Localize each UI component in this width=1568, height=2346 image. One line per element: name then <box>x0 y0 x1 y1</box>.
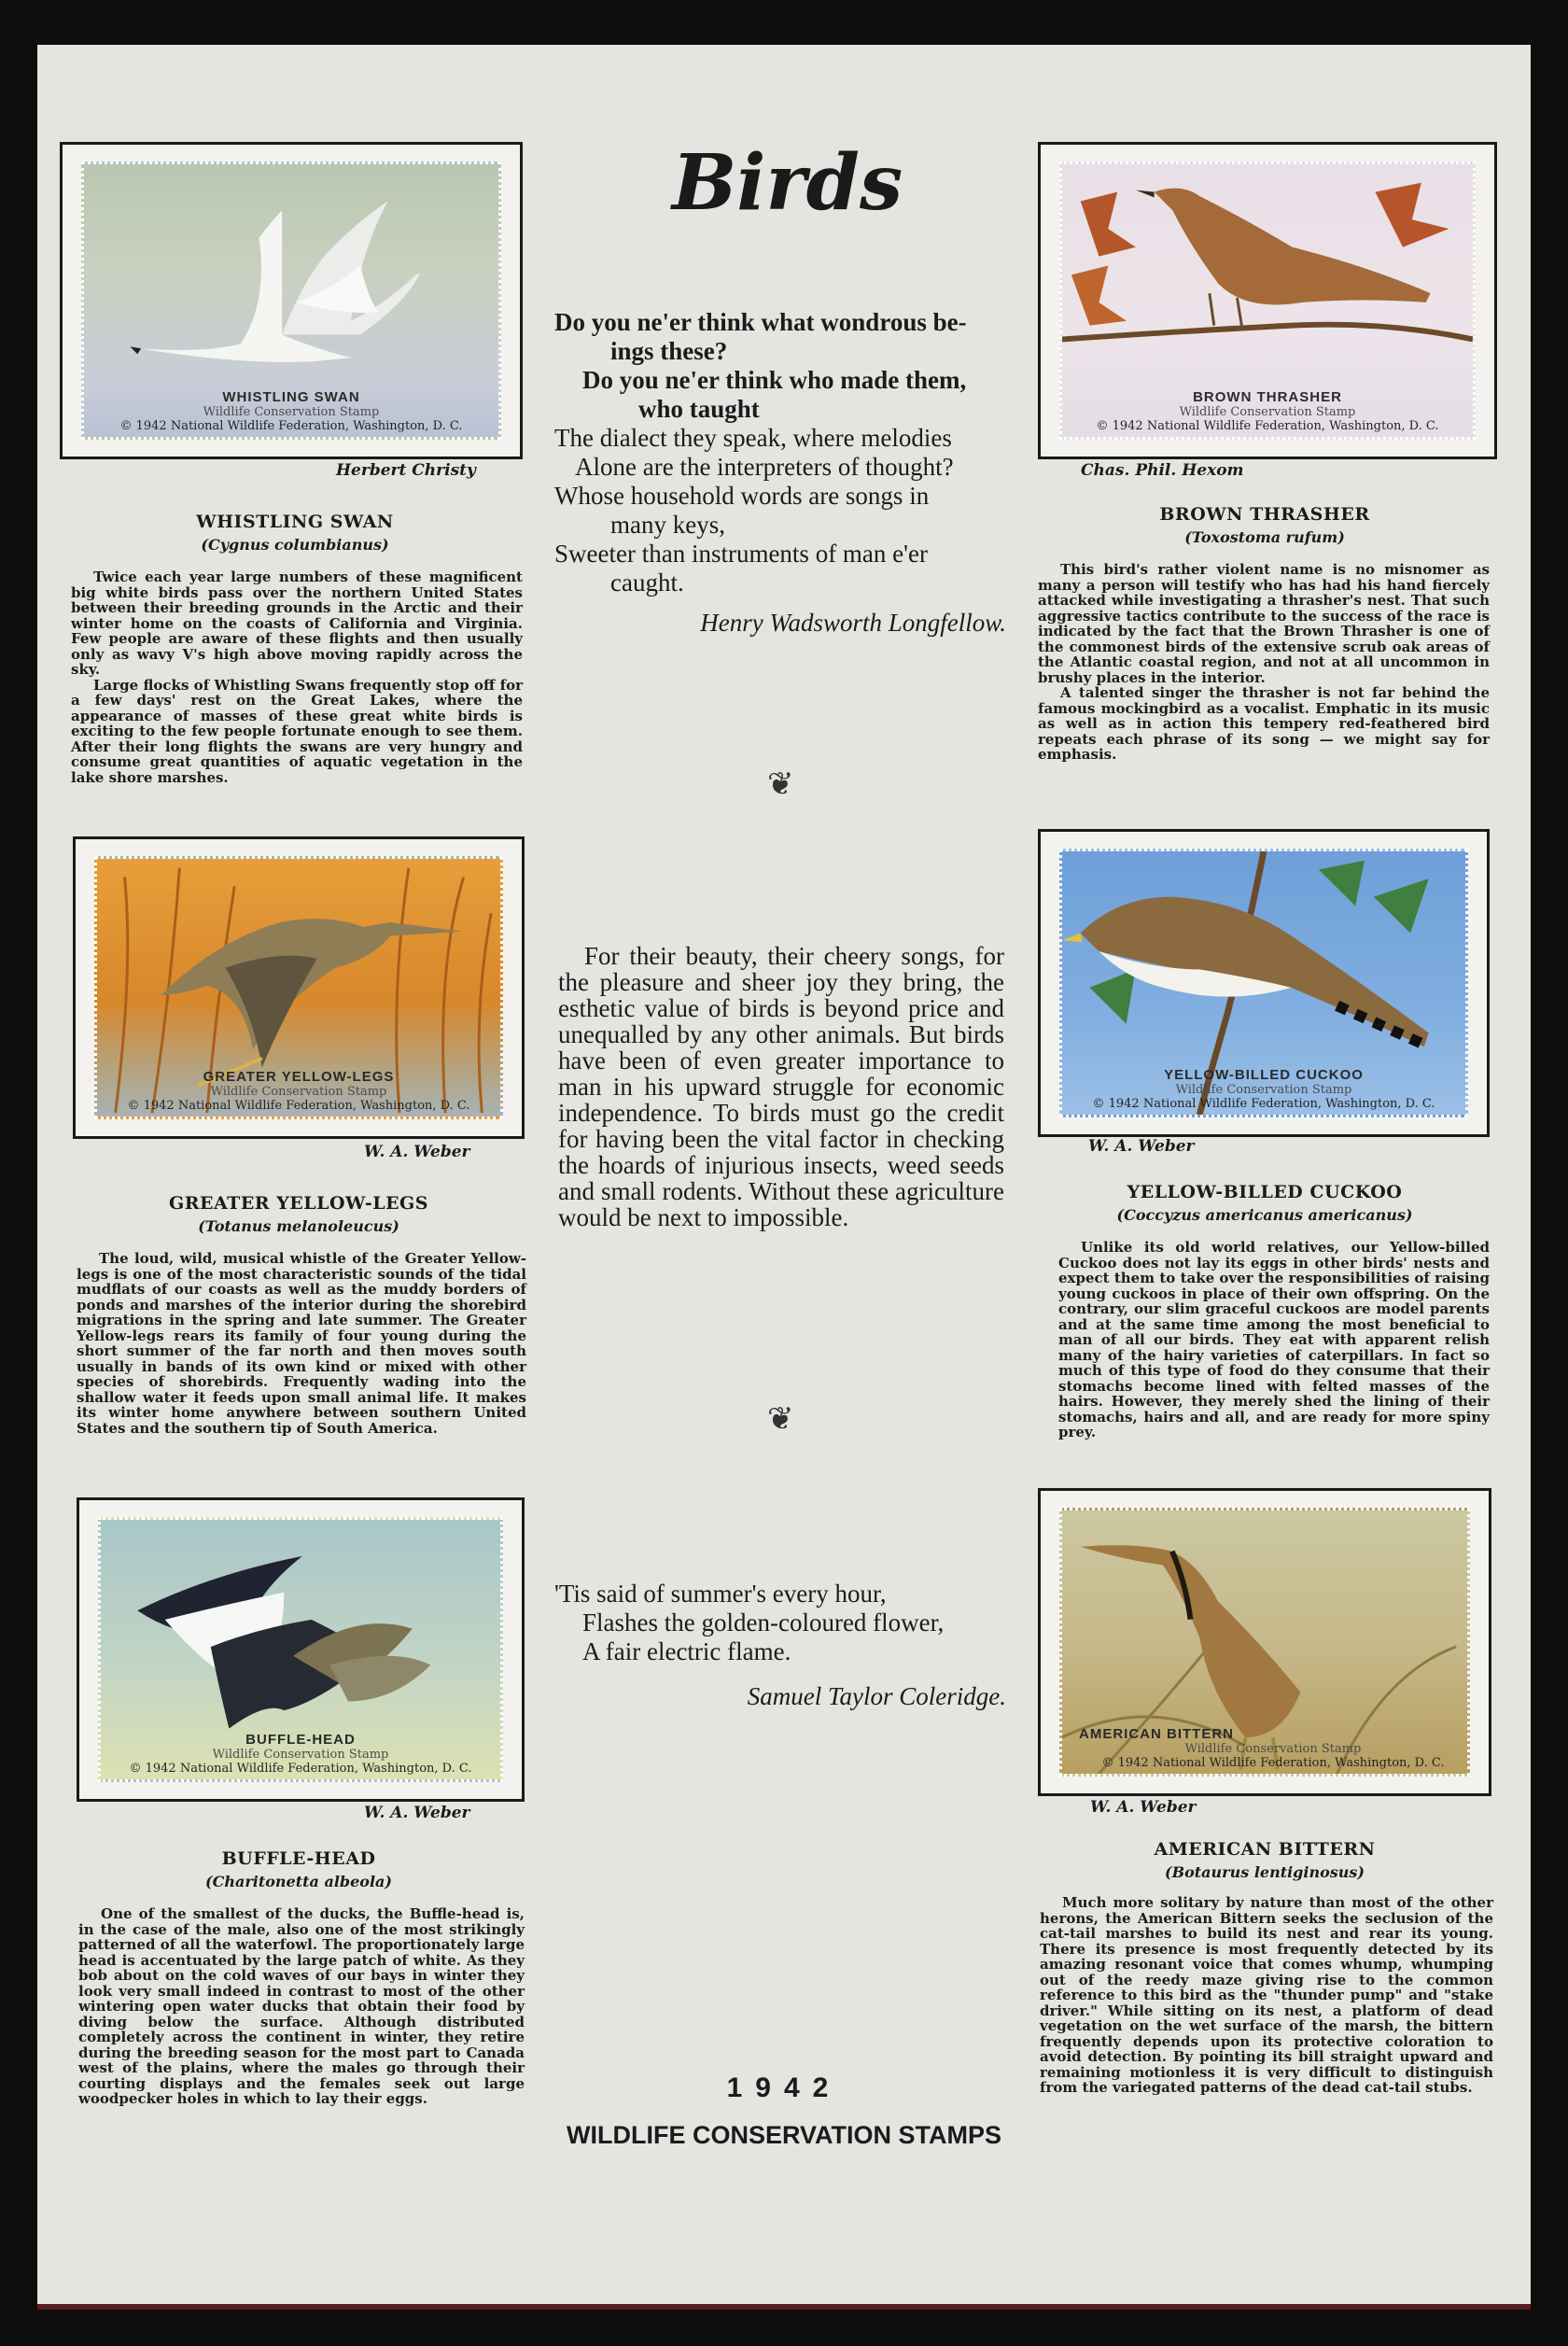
stamp-copyright: © 1942 National Wildlife Federation, Washington, D. C. <box>1101 1756 1445 1770</box>
stamp-copyright: © 1942 National Wildlife Federation, Washington, D. C. <box>1092 1097 1435 1111</box>
bird-latin-name: (Totanus melanoleucus) <box>198 1217 399 1235</box>
stamp-image <box>1059 162 1476 440</box>
page-title: Birds <box>672 138 903 228</box>
stamp-whistling-swan <box>60 142 523 459</box>
poem-author: Samuel Taylor Coleridge. <box>747 1682 1006 1710</box>
bird-latin-name: (Charitonetta albeola) <box>205 1873 392 1890</box>
stamp-yellow-billed-cuckoo <box>1038 829 1490 1137</box>
stamp-subtitle: Wildlife Conservation Stamp <box>1184 1742 1362 1756</box>
ornament-icon: ❦ <box>767 766 794 803</box>
stamp-title: AMERICAN BITTERN <box>1079 1726 1234 1742</box>
stamp-copyright: © 1942 National Wildlife Federation, Washington, D. C. <box>1096 419 1439 433</box>
artist-credit: W. A. Weber <box>1090 1798 1197 1817</box>
artist-credit: W. A. Weber <box>364 1804 470 1822</box>
bird-latin-name: (Toxostoma rufum) <box>1184 528 1345 546</box>
stamp-title: BROWN THRASHER <box>1193 389 1342 405</box>
bird-name: BROWN THRASHER <box>1159 504 1370 525</box>
footer-title: WILDLIFE CONSERVATION STAMPS <box>566 2121 1001 2149</box>
artist-credit: W. A. Weber <box>364 1143 470 1161</box>
poem-line: A fair electric flame. <box>582 1637 791 1665</box>
poem-line: Do you ne'er think who made them, <box>582 366 967 394</box>
poem-longfellow <box>554 308 967 597</box>
poem-line: many keys, <box>610 511 725 539</box>
paragraph: Large flocks of Whistling Swans frequently stop off for a few days' rest on the Great Lakes, where the appearance of masses of these great white birds is exciting to the few people fortunate enough to see them. After their long flights the swans are very hungry and consume great quantities of aquatic vegetation in the lake shore marshes. <box>71 676 523 786</box>
stamp-subtitle: Wildlife Conservation Stamp <box>203 405 380 419</box>
stamp-buffle-head <box>77 1497 525 1802</box>
paragraph: This bird's rather violent name is no misnomer as many a person will testify who has had his hand fiercely attacked while investigating a thrasher's nest. That such aggressive tactics contribute to the success of the race is indicated by the fact that the Brown Thrasher is one of the commonest birds of the extensive scrub oak areas of the Atlantic coastal region, and not at all uncommon in brushy places in the interior. <box>1038 561 1490 686</box>
poem-line: 'Tis said of summer's every hour, <box>554 1580 887 1608</box>
paragraph: A talented singer the thrasher is not far behind the famous mockingbird as a vocalist. Emphatic in its music as well as in action this tempery red-feathered bird repeats each phrase of its song — we might say for emphasis. <box>1038 684 1490 763</box>
poem-line: Flashes the golden-coloured flower, <box>582 1608 945 1637</box>
ornament-icon: ❦ <box>767 1400 794 1438</box>
poem-coleridge <box>554 1580 944 1666</box>
poem-line: caught. <box>610 569 684 597</box>
bird-name: BUFFLE-HEAD <box>221 1848 376 1869</box>
paragraph: Unlike its old world relatives, our Yellow-billed Cuckoo does not lay its eggs in other birds' nests and expect them to take over the responsibilities of raising young cuckoos in place of their own offspring. On the contrary, our slim graceful cuckoos are model parents and at the same time among the most beneficial to man of all our birds. They eat with apparent relish many of the hairy varieties of caterpillars. In fact so much of this type of food do they consume that their stomachs become lined with felted masses of the hairs. However, they merely shed the lining of their stomachs, hairs and all, and are ready for more spiny prey. <box>1058 1239 1490 1440</box>
paragraph: Much more solitary by nature than most of the other herons, the American Bittern seeks the seclusion of the cat-tail marshes to build its nest and rear its young. There its presence is most frequently detected by its amazing resonant voice that comes whump, whumping out of the reedy maze giving rise to the common reference to this bird as the "thunder pump" and "stake driver." While sitting on its nest, a platform of dead vegetation on the wet surface of the marsh, the bittern frequently depends upon its protective coloration to avoid detection. By pointing its bill straight upward and remaining motionless it is very difficult to distinguish from the variegated patterns of the dead cat-tail stubs. <box>1040 1894 1493 2096</box>
prose-text: For their beauty, their cheery songs, for the pleasure and sheer joy they bring, the esthetic value of birds is beyond price and unequalled by any other animals. But birds have been of even greater importance to man in his upward struggle for economic independence. To birds must go the credit for having been the vital factor in checking the hoards of injurious insects, weed seeds and small rodents. Without these agriculture would be next to impossible. <box>558 942 1004 1231</box>
bird-latin-name: (Cygnus columbianus) <box>201 536 389 554</box>
bird-description <box>1038 562 1490 763</box>
stamp-copyright: © 1942 National Wildlife Federation, Washington, D. C. <box>129 1762 472 1776</box>
stamp-image <box>94 856 503 1119</box>
bird-name: AMERICAN BITTERN <box>1154 1839 1376 1860</box>
poem-line: Whose household words are songs in <box>554 482 930 510</box>
poem-author: Henry Wadsworth Longfellow. <box>700 609 1006 637</box>
stamp-image <box>1059 849 1468 1117</box>
poem-line: Do you ne'er think what wondrous be- <box>554 308 967 336</box>
poem-line: Sweeter than instruments of man e'er <box>554 540 928 568</box>
artist-credit: Chas. Phil. Hexom <box>1081 461 1244 480</box>
bird-description <box>78 1906 525 2107</box>
stamp-subtitle: Wildlife Conservation Stamp <box>210 1085 387 1099</box>
bird-description <box>1040 1895 1493 2096</box>
year: 1942 <box>726 2072 842 2103</box>
page-edge <box>37 2304 1531 2310</box>
stamp-brown-thrasher <box>1038 142 1497 459</box>
paragraph: Twice each year large numbers of these magnificent big white birds pass over the northern United States between their breeding grounds in the Arctic and their winter home on the coasts of California and Virginia. Few people are aware of these flights and then usually only as wavy V's high above moving rapidly across the sky. <box>71 569 523 678</box>
stamp-caption <box>1062 1726 1467 1770</box>
stamp-caption <box>97 1069 500 1113</box>
prose-paragraph <box>558 943 1004 1230</box>
stamp-copyright: © 1942 National Wildlife Federation, Washington, D. C. <box>127 1099 470 1113</box>
bird-name: WHISTLING SWAN <box>196 512 394 532</box>
stamp-subtitle: Wildlife Conservation Stamp <box>212 1748 389 1762</box>
stamp-caption <box>1062 389 1473 433</box>
artist-credit: W. A. Weber <box>1088 1137 1195 1156</box>
poem-line: The dialect they speak, where melodies <box>554 424 952 452</box>
stamp-caption <box>84 389 498 433</box>
bird-description <box>1058 1240 1490 1440</box>
artist-credit: Herbert Christy <box>336 461 476 480</box>
stamp-caption <box>1062 1067 1465 1111</box>
bird-description <box>77 1251 526 1436</box>
stamp-subtitle: Wildlife Conservation Stamp <box>1175 1083 1352 1097</box>
stamp-title: GREATER YELLOW-LEGS <box>203 1069 395 1085</box>
poem-line: ings these? <box>610 337 728 365</box>
stamp-title: WHISTLING SWAN <box>222 389 360 405</box>
stamp-caption <box>101 1732 500 1776</box>
bird-name: YELLOW-BILLED CUCKOO <box>1127 1182 1403 1202</box>
paragraph: The loud, wild, musical whistle of the Greater Yellow-legs is one of the most characteristic sounds of the tidal mudflats of our coasts as well as the muddy borders of ponds and marshes of the interior during the shorebird migrations in the spring and late summer. The Greater Yellow-legs rears its family of four young during the short summer of the far north and then moves south usually in bands of its own kind or mixed with other species of shorebirds. Frequently wading into the shallow water it feeds upon small animal life. It makes its winter home anywhere between southern United States and the southern tip of South America. <box>77 1250 526 1437</box>
bird-latin-name: (Botaurus lentiginosus) <box>1165 1863 1365 1881</box>
stamp-image <box>98 1517 503 1782</box>
bird-description <box>71 569 523 785</box>
poem-line: who taught <box>638 395 760 423</box>
poem-line: Alone are the interpreters of thought? <box>575 453 954 481</box>
stamp-title: YELLOW-BILLED CUCKOO <box>1164 1067 1364 1083</box>
stamp-american-bittern <box>1038 1488 1491 1796</box>
stamp-subtitle: Wildlife Conservation Stamp <box>1179 405 1356 419</box>
paragraph: One of the smallest of the ducks, the Buffle-head is, in the case of the male, also one of the most strikingly patterned of all the waterfowl. The proportionately large head is accentuated by the large patch of white. As they bob about on the cold waves of our bays in winter they look very small indeed in contrast to most of the other wintering open water ducks that obtain their food by diving below the surface. Although distributed completely across the continent in winter, they retire during the breeding season for the most part to Canada west of the plains, where the males go through their courting displays and the females seek out large woodpecker holes in which to lay their eggs. <box>78 1905 525 2107</box>
stamp-greater-yellow-legs <box>73 836 525 1139</box>
stamp-copyright: © 1942 National Wildlife Federation, Washington, D. C. <box>119 419 463 433</box>
stamp-image <box>81 162 501 440</box>
stamp-title: BUFFLE-HEAD <box>245 1732 356 1748</box>
bird-name: GREATER YELLOW-LEGS <box>168 1193 428 1214</box>
bird-latin-name: (Coccyzus americanus americanus) <box>1116 1206 1413 1224</box>
stamp-image <box>1059 1508 1470 1777</box>
